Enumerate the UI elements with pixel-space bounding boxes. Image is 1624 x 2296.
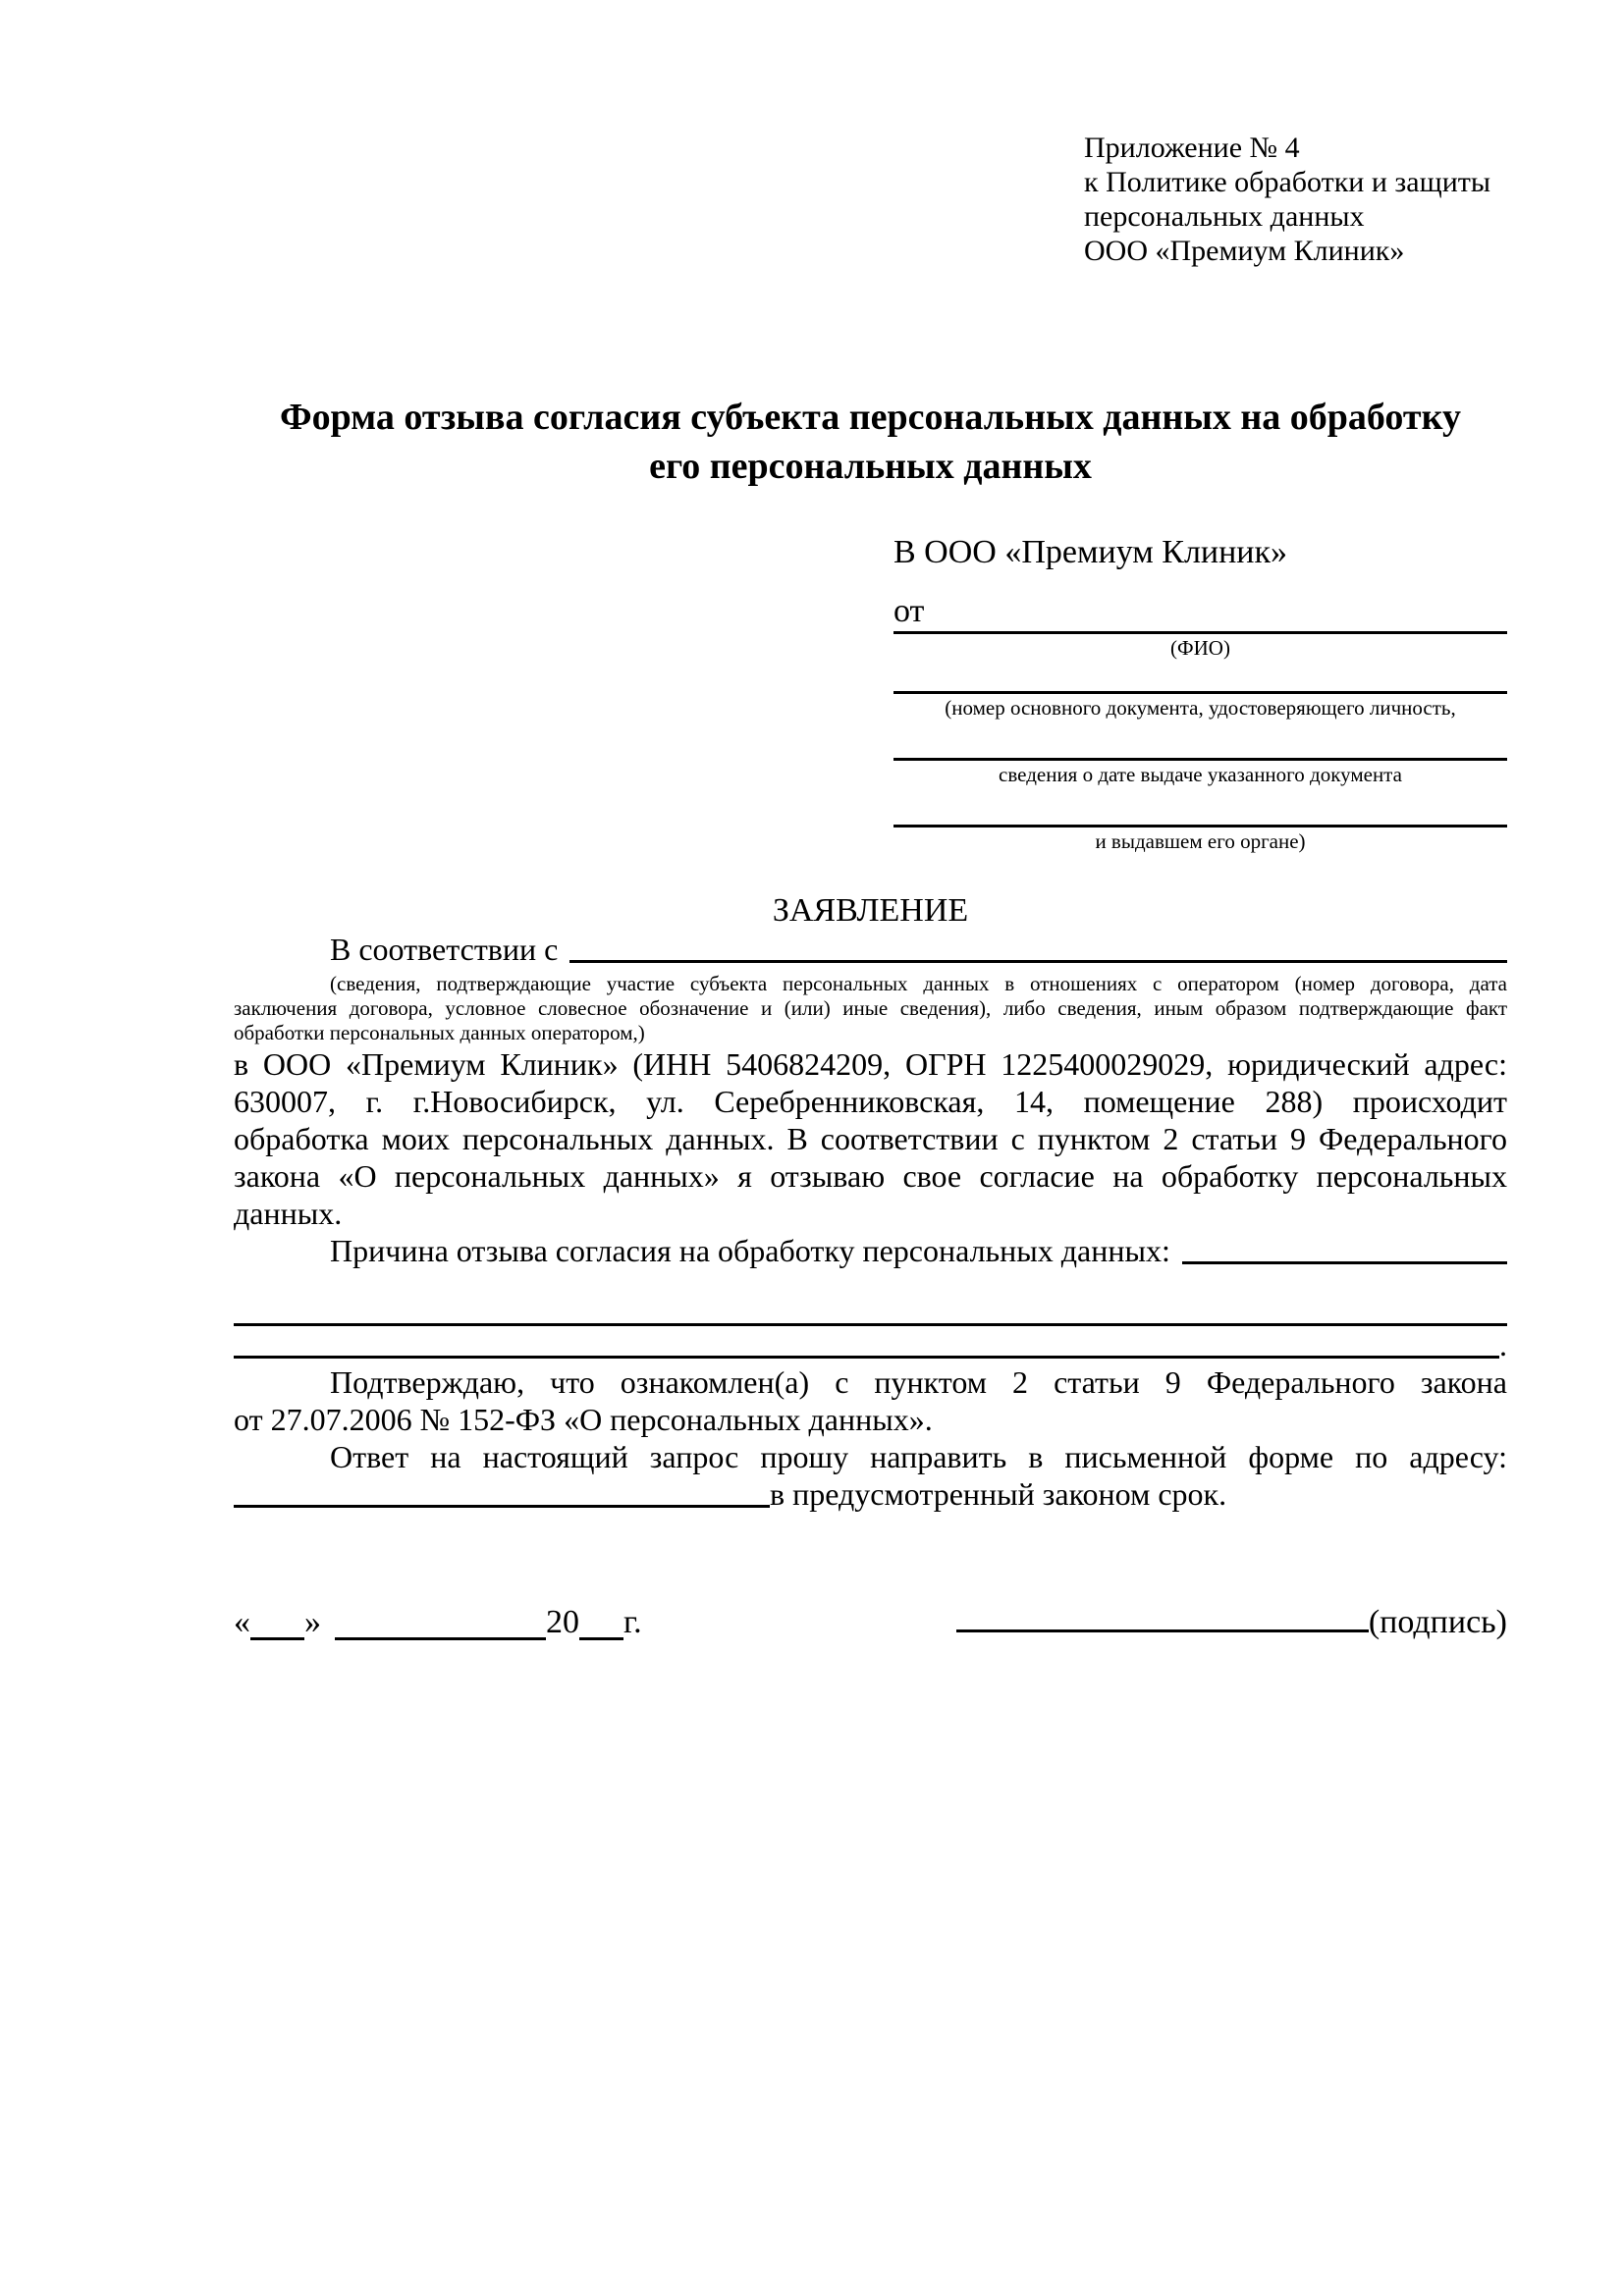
appendix-line: персональных данных — [1084, 200, 1365, 233]
appendix-line: Приложение № 4 — [1084, 132, 1300, 164]
confirmation-paragraph — [234, 1363, 1507, 1438]
body-line: в ООО «Премиум Клиник» (ИНН 5406824209, ОГРН 1225400029029, юридический адрес: — [234, 1046, 1507, 1082]
issue-date-blank-line — [893, 721, 1507, 761]
signature-row — [234, 1603, 1507, 1642]
addressee-to: В ООО «Премиум Клиник» — [893, 534, 1288, 570]
issuing-authority-caption: и выдавшем его органе) — [1095, 829, 1306, 853]
intro-line — [234, 931, 1507, 968]
day-blank-line — [250, 1637, 304, 1640]
form-title — [234, 393, 1507, 491]
issue-date-caption: сведения о дате выдаче указанного документа — [999, 763, 1402, 786]
footnote-line: (сведения, подтверждающие участие субъекта персональных данных в отношениях с оператором (номер договора, дата — [330, 972, 1507, 995]
reply-line1: Ответ на настоящий запрос прошу направить в письменной форме по адресу: — [330, 1439, 1507, 1474]
form-title-line1: Форма отзыва согласия субъекта персональных данных на обработку — [280, 397, 1461, 438]
appendix-line: к Политике обработки и защиты — [1084, 166, 1491, 198]
date-close-quote: » — [304, 1604, 321, 1640]
body-paragraph — [234, 1045, 1507, 1232]
addressee-from: от — [893, 593, 925, 629]
footnote-line: обработки персональных данных оператором,) — [234, 1021, 645, 1044]
reason-end-period: . — [1499, 1327, 1507, 1362]
intro-prefix: В соответствии с — [330, 932, 559, 967]
month-blank-line — [335, 1637, 546, 1640]
body-line: данных. — [234, 1196, 343, 1231]
addressee-block — [893, 533, 1507, 855]
body-line: закона «О персональных данных» я отзываю свое согласие на обработку персональных — [234, 1158, 1507, 1194]
year-prefix: 20 — [546, 1604, 579, 1640]
issuing-authority-blank-line — [893, 788, 1507, 828]
document-number-caption: (номер основного документа, удостоверяющего личность, — [945, 696, 1456, 720]
reply-line2 — [234, 1475, 1507, 1513]
document-number-blank-line — [893, 662, 1507, 694]
confirmation-line: Подтверждаю, что ознакомлен(а) с пунктом 2 статьи 9 Федерального закона — [330, 1364, 1507, 1400]
reply-address-blank-line — [234, 1475, 770, 1508]
footnote-block — [234, 972, 1507, 1045]
reason-label: Причина отзыва согласия на обработку персональных данных: — [330, 1233, 1170, 1268]
appendix-block — [1084, 131, 1507, 268]
reason-blank-line — [1182, 1232, 1507, 1264]
reply-paragraph — [234, 1438, 1507, 1513]
reply-line2-text: в предусмотренный законом срок. — [770, 1476, 1227, 1512]
document-content — [234, 0, 1507, 1642]
body-line: 630007, г. г.Новосибирск, ул. Серебренниковская, 14, помещение 288) происходит — [234, 1084, 1507, 1119]
date-open-quote: « — [234, 1604, 250, 1640]
reason-blank-line-3-rule — [234, 1326, 1499, 1359]
date-field — [234, 1603, 642, 1642]
intro-blank-line — [569, 931, 1507, 963]
statement-heading: ЗАЯВЛЕНИЕ — [772, 892, 969, 929]
appendix-line: ООО «Премиум Клиник» — [1084, 235, 1405, 267]
form-title-line2: его персональных данных — [649, 446, 1092, 487]
signature-field — [956, 1603, 1507, 1642]
signature-blank-line — [956, 1629, 1369, 1632]
year-suffix: г. — [623, 1604, 642, 1640]
confirmation-line: от 27.07.2006 № 152-ФЗ «О персональных данных». — [234, 1402, 933, 1437]
body-line: обработка моих персональных данных. В соответствии с пунктом 2 статьи 9 Федерального — [234, 1121, 1507, 1156]
year-blank-line — [579, 1637, 623, 1640]
reason-blank-line-3 — [234, 1326, 1507, 1363]
fio-caption: (ФИО) — [1170, 636, 1230, 660]
signature-caption: (подпись) — [1368, 1604, 1507, 1640]
footnote-line: заключения договора, условное словесное обозначение и (или) иные сведения), либо сведения, иным образом подтверждающие факт — [234, 996, 1507, 1020]
reason-line — [234, 1232, 1507, 1269]
